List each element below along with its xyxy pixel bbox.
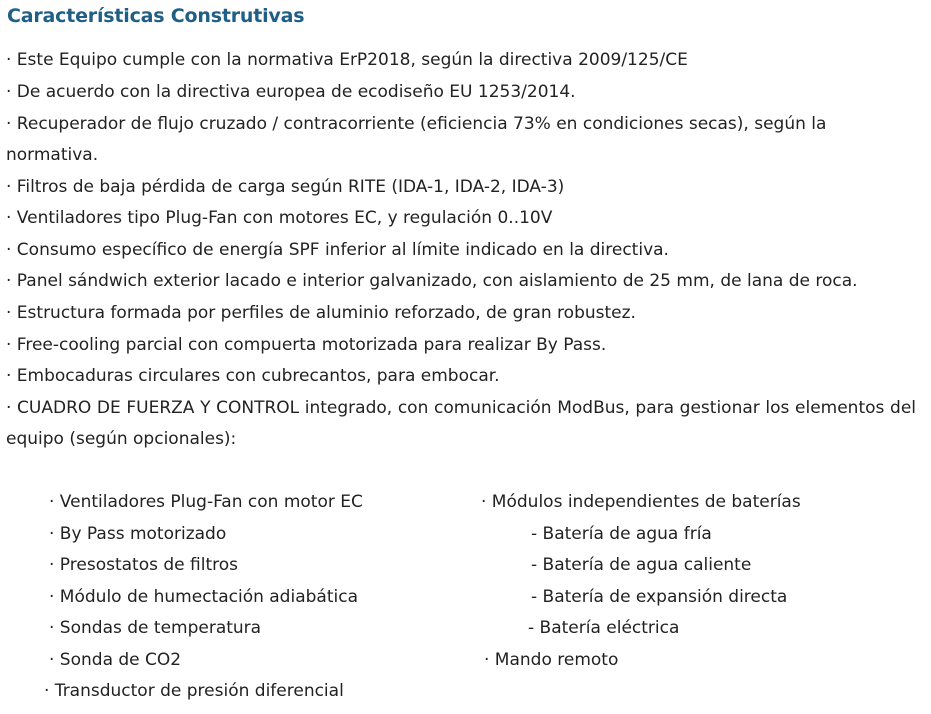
bullet-erp2018: · Este Equipo cumple con la normativa ErP2018, según la directiva 2009/125/CE [6,50,688,70]
option-electric-coil: - Batería eléctrica [528,618,680,638]
bullet-fans: · Ventiladores tipo Plug-Fan con motores EC, y regulación 0..10V [6,208,553,228]
option-dx-coil: - Batería de expansión directa [531,587,788,607]
bullet-free-cooling: · Free-cooling parcial con compuerta motorizada para realizar By Pass. [6,335,607,355]
bullet-spf: · Consumo específico de energía SPF inferior al límite indicado en la directiva. [6,240,669,260]
bullet-ecodesign: · De acuerdo con la directiva europea de ecodiseño EU 1253/2014. [6,82,576,102]
bullet-connections: · Embocaduras circulares con cubrecantos, para embocar. [6,366,500,386]
bullet-filters: · Filtros de baja pérdida de carga según RITE (IDA-1, IDA-2, IDA-3) [6,177,565,197]
option-hot-water-coil: - Batería de agua caliente [531,555,752,575]
option-cold-water-coil: - Batería de agua fría [531,524,712,544]
option-plug-fan: · Ventiladores Plug-Fan con motor EC [49,492,363,512]
option-temp-probes: · Sondas de temperatura [49,618,262,638]
option-pressure-transducer: · Transductor de presión diferencial [44,681,344,701]
option-humidification: · Módulo de humectación adiabática [49,587,358,607]
section-title: Características Construtivas [7,5,305,27]
option-coil-modules: · Módulos independientes de baterías [481,492,801,512]
bullet-control-panel: · CUADRO DE FUERZA Y CONTROL integrado, con comunicación ModBus, para gestionar los elementos del equipo (según opcionales): [6,398,916,449]
bullet-panel: · Panel sándwich exterior lacado e interior galvanizado, con aislamiento de 25 mm, de lana de roca. [6,271,858,291]
bullet-heat-recovery: · Recuperador de flujo cruzado / contracorriente (eficiencia 73% en condiciones secas), según la normativa. [6,114,827,165]
option-remote-control: · Mando remoto [484,650,619,670]
bullet-structure: · Estructura formada por perfiles de aluminio reforzado, de gran robustez. [6,303,636,323]
option-filter-pressostats: · Presostatos de filtros [49,555,238,575]
option-bypass: · By Pass motorizado [49,524,227,544]
option-co2-probe: · Sonda de CO2 [49,650,182,670]
